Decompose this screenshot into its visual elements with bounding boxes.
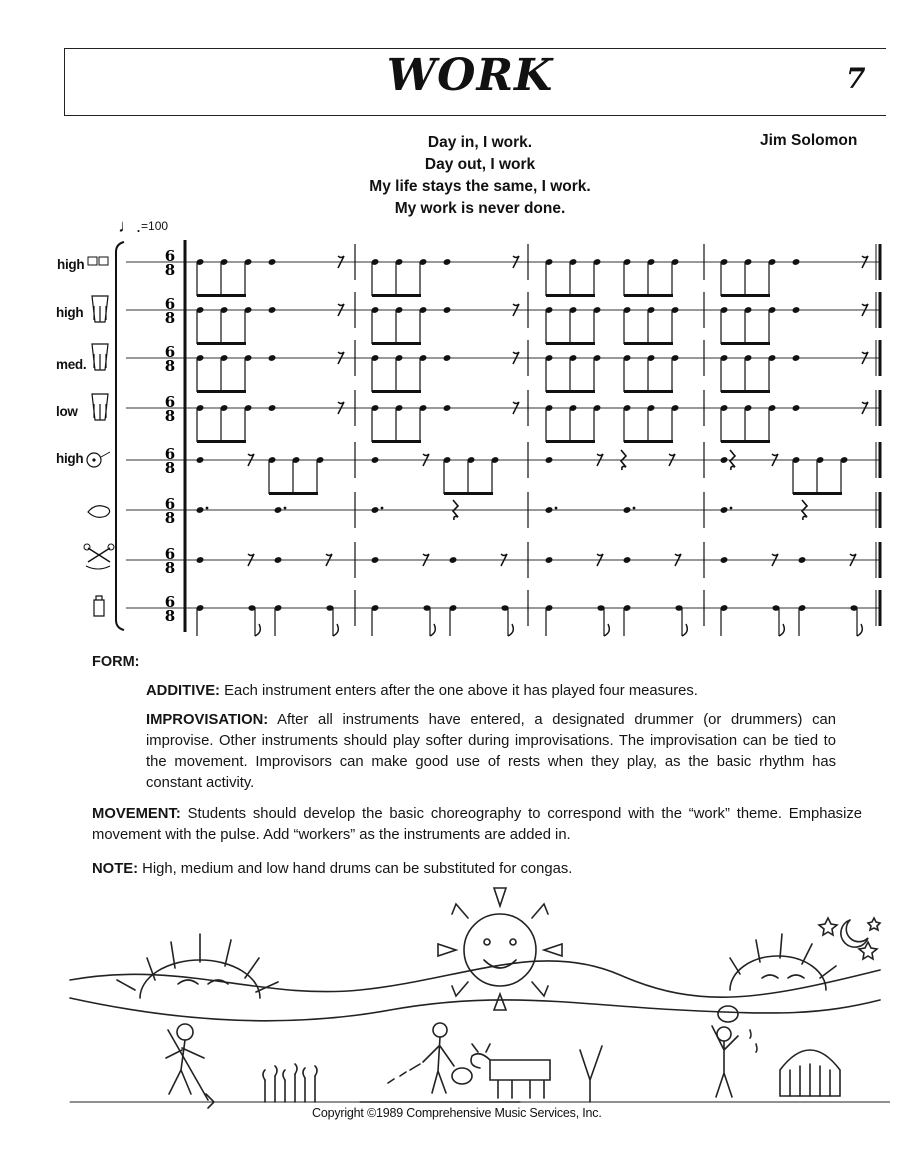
improvisation-text: After all instruments have entered, a designated drummer (or drummers) can improvise. Other instruments should play softer during improvisations. The improvisation can be tied to the movement. Improvisors can make good use of rests when they play, as the basic rhythm has constant activity.	[146, 712, 836, 791]
system-bracket	[116, 242, 124, 630]
notehead	[545, 506, 554, 514]
beam	[444, 492, 493, 495]
beam	[269, 492, 318, 495]
time-signature-top: 6	[164, 495, 176, 513]
note-flag	[682, 624, 687, 636]
staff-label: high	[56, 451, 84, 466]
notehead	[423, 605, 430, 611]
beam	[372, 342, 421, 345]
temple-blocks-icon	[99, 257, 108, 265]
temple-blocks-icon	[88, 257, 97, 265]
note-flag	[430, 624, 435, 636]
notehead	[268, 306, 277, 314]
moon-icon	[841, 920, 868, 947]
hut-icon	[780, 1050, 840, 1096]
beam	[197, 440, 246, 443]
notehead	[443, 404, 452, 412]
note-label: NOTE:	[92, 861, 139, 877]
notehead	[268, 404, 277, 412]
notehead	[798, 556, 807, 564]
beam	[793, 492, 842, 495]
dotted-quarter-note-icon: ♩.	[118, 216, 142, 236]
time-signature-top: 6	[164, 295, 176, 313]
notehead	[371, 456, 380, 464]
sun-icon	[117, 934, 278, 998]
notehead	[792, 306, 801, 314]
note-flag	[604, 624, 609, 636]
beam	[624, 390, 673, 393]
movement-text: Students should develop the basic choreography to correspond with the “work” theme. Emphasize movement with the pulse. Add “workers” as the instruments are added in.	[92, 806, 862, 843]
time-signature-top: 6	[164, 593, 176, 611]
notehead	[371, 506, 380, 514]
notehead	[196, 506, 205, 514]
time-signature-bottom: 8	[164, 407, 176, 425]
notehead	[501, 605, 508, 611]
notehead	[443, 258, 452, 266]
notehead	[792, 404, 801, 412]
notehead	[597, 605, 604, 611]
beam	[372, 294, 421, 297]
time-signature-bottom: 8	[164, 357, 176, 375]
barlines	[116, 240, 880, 632]
beam	[197, 390, 246, 393]
beam	[372, 440, 421, 443]
note-flag	[779, 624, 784, 636]
lyric-line: Day in, I work.	[427, 134, 533, 151]
beam	[624, 294, 673, 297]
claves-icon	[84, 544, 90, 550]
beam	[721, 342, 770, 345]
beam	[197, 342, 246, 345]
notehead	[449, 556, 458, 564]
lyric-line: My life stays the same, I work.	[369, 178, 591, 195]
notehead	[196, 556, 205, 564]
hill-line	[70, 998, 880, 1021]
oxen-figure	[471, 1044, 602, 1102]
claves-icon	[88, 548, 110, 562]
notehead	[274, 506, 283, 514]
time-signature-bottom: 8	[164, 559, 176, 577]
instrument-icons	[84, 257, 114, 616]
movement-paragraph	[92, 804, 862, 846]
staff-label: med.	[56, 357, 87, 372]
cowbell-icon	[92, 458, 95, 461]
additive-paragraph	[146, 681, 836, 702]
notehead	[371, 556, 380, 564]
notehead	[268, 354, 277, 362]
page-title: WORK	[386, 50, 554, 101]
beam	[624, 342, 673, 345]
notes	[196, 256, 868, 636]
lyric-line: Day out, I work	[424, 156, 536, 173]
claves-icon	[86, 566, 110, 569]
shaker-icon	[94, 596, 104, 616]
notehead	[792, 258, 801, 266]
workers-landscape-illustration	[60, 880, 890, 1110]
sun-icon	[438, 888, 562, 1010]
rhythm-dot	[730, 507, 733, 510]
beam	[721, 440, 770, 443]
notehead	[792, 354, 801, 362]
time-signature-top: 6	[164, 545, 176, 563]
time-signatures	[165, 247, 175, 625]
time-signature-top: 6	[164, 343, 176, 361]
water-carrier-figure	[712, 1006, 757, 1097]
claves-icon	[108, 544, 114, 550]
conga-icon	[92, 296, 108, 322]
copyright: Copyright ©1989 Comprehensive Music Services, Inc.	[312, 1106, 602, 1120]
beam	[372, 390, 421, 393]
composer: Jim Solomon	[760, 132, 858, 149]
note-paragraph	[92, 859, 862, 880]
notehead	[268, 258, 277, 266]
notehead	[850, 605, 857, 611]
time-signature-bottom: 8	[164, 607, 176, 625]
rhythm-dot	[555, 507, 558, 510]
rhythm-dot	[381, 507, 384, 510]
rhythm-dot	[206, 507, 209, 510]
improvisation-paragraph	[146, 710, 836, 794]
notehead	[720, 456, 729, 464]
time-signature-bottom: 8	[164, 309, 176, 327]
page-number: 7	[846, 62, 866, 95]
beam	[546, 390, 595, 393]
staff-label: low	[56, 404, 78, 419]
sower-figure	[360, 1023, 520, 1102]
note-flag	[255, 624, 260, 636]
note-text: High, medium and low hand drums can be substituted for congas.	[142, 861, 573, 877]
beam	[624, 440, 673, 443]
notehead	[443, 306, 452, 314]
notehead	[196, 456, 205, 464]
time-signature-top: 6	[164, 393, 176, 411]
improvisation-label: IMPROVISATION:	[146, 712, 269, 728]
staff-label: high	[56, 305, 84, 320]
hill-line	[70, 961, 880, 997]
time-signature-bottom: 8	[164, 509, 176, 527]
notehead	[274, 556, 283, 564]
notehead	[675, 605, 682, 611]
sun-icon	[730, 934, 836, 990]
staff-label: high	[57, 257, 85, 272]
note-flag	[857, 624, 862, 636]
notehead	[248, 605, 255, 611]
notehead	[443, 354, 452, 362]
rhythm-dot	[284, 507, 287, 510]
notehead	[720, 556, 729, 564]
conga-icon	[92, 344, 108, 370]
beam	[546, 294, 595, 297]
notehead	[326, 605, 333, 611]
beam	[721, 294, 770, 297]
note-flag	[508, 624, 513, 636]
note-flag	[333, 624, 338, 636]
rhythm-dot	[633, 507, 636, 510]
notehead	[545, 456, 554, 464]
beam	[197, 294, 246, 297]
time-signature-top: 6	[164, 247, 176, 265]
cowbell-icon	[101, 452, 110, 457]
notehead	[623, 556, 632, 564]
form-heading: FORM:	[92, 654, 140, 670]
crops	[263, 1064, 317, 1102]
beam	[546, 440, 595, 443]
beam	[721, 390, 770, 393]
notehead	[720, 506, 729, 514]
conga-icon	[92, 394, 108, 420]
notehead	[772, 605, 779, 611]
time-signature-top: 6	[164, 445, 176, 463]
guiro-icon	[88, 506, 110, 518]
additive-text: Each instrument enters after the one above it has played four measures.	[224, 683, 698, 699]
lyric-line: My work is never done.	[394, 200, 566, 217]
time-signature-bottom: 8	[164, 261, 176, 279]
beam	[546, 342, 595, 345]
tempo-value: =100	[141, 219, 169, 233]
farmer-figure	[166, 1024, 214, 1108]
notehead	[623, 506, 632, 514]
notehead	[545, 556, 554, 564]
time-signature-bottom: 8	[164, 459, 176, 477]
movement-label: MOVEMENT:	[92, 806, 181, 822]
additive-label: ADDITIVE:	[146, 683, 220, 699]
